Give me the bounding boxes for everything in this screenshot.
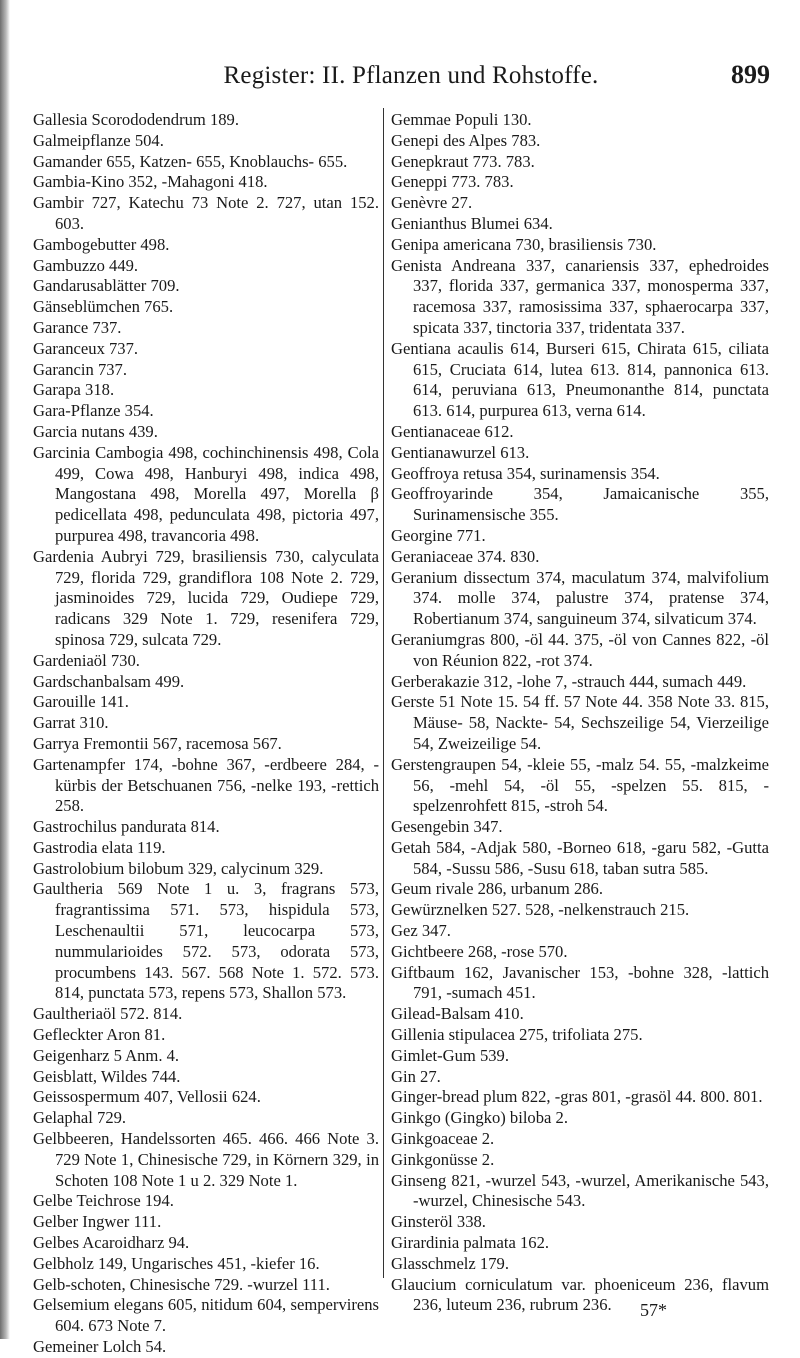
index-entry: Garcia nutans 439. [33, 421, 158, 441]
index-entry: Gardenia Aubryi 729, brasiliensis 730, calyculata 729, florida 729, grandiflora 108 Note 2. 729, jasminoides 729, lucida 729, Oudiepe 729, radicans 329 Note 1. 729, resenifera 729, spinosa 729, sulcata 729. [33, 546, 379, 649]
index-entry: Gelbes Acaroidharz 94. [33, 1233, 190, 1253]
index-entry: Gastrodia elata 119. [33, 837, 166, 857]
index-entry: Gambir 727, Katechu 73 Note 2. 727, utan 152. 603. [33, 193, 379, 233]
index-entry: Geoffroya retusa 354, surinamensis 354. [391, 463, 660, 483]
index-entry: Gelb-schoten, Chinesische 729. -wurzel 111. [33, 1274, 330, 1294]
index-entry: Gillenia stipulacea 275, trifoliata 275. [391, 1025, 643, 1045]
index-entry: Gin 27. [391, 1066, 441, 1086]
index-entry: Getah 584, -Adjak 580, -Borneo 618, -garu 582, -Gutta 584, -Sussu 586, -Susu 618, taban sutra 585. [391, 837, 769, 878]
index-entry: Gandarusablätter 709. [33, 276, 180, 296]
index-entry: Garanceux 737. [33, 338, 139, 358]
index-entry: Genista Andreana 337, canariensis 337, ephedroides 337, florida 337, germanica 337, monosperma 337, racemosa 337, ramosissima 337, sphaerocarpa 337, spicata 337, tinctoria 337, tridentata 337. [391, 255, 769, 337]
index-entry: Gerberakazie 312, -lohe 7, -strauch 444, sumach 449. [391, 671, 747, 691]
page-number: 899 [731, 60, 770, 89]
index-entry: Gemeiner Lolch 54. [33, 1337, 167, 1357]
index-entry: Gefleckter Aron 81. [33, 1025, 166, 1045]
running-head: Register: II. Pflanzen und Rohstoffe. [223, 62, 599, 89]
index-entry: Gardeniaöl 730. [33, 650, 140, 670]
index-entry: Geneppi 773. 783. [391, 172, 514, 192]
index-entry: Gastrochilus pandurata 814. [33, 817, 220, 837]
index-entry: Ginger-bread plum 822, -gras 801, -grasöl 44. 800. 801. [391, 1087, 763, 1107]
index-entry: Gastrolobium bilobum 329, calycinum 329. [33, 858, 324, 878]
index-entry: Geissospermum 407, Vellosii 624. [33, 1087, 261, 1107]
index-entry: Gänseblümchen 765. [33, 297, 174, 317]
index-entry: Glasschmelz 179. [391, 1253, 509, 1273]
index-entry: Gesengebin 347. [391, 817, 503, 837]
index-entry: Gelbe Teichrose 194. [33, 1191, 174, 1211]
index-entry: Genepkraut 773. 783. [391, 151, 535, 171]
index-entry: Garrya Fremontii 567, racemosa 567. [33, 733, 282, 753]
page-binding-shadow [0, 0, 10, 1339]
index-entry: Giftbaum 162, Javanischer 153, -bohne 328, -lattich 791, -sumach 451. [391, 962, 769, 1003]
index-entry: Girardinia palmata 162. [391, 1233, 550, 1253]
index-entry: Ginkgonüsse 2. [391, 1149, 495, 1169]
index-entry: Gerstengraupen 54, -kleie 55, -malz 54. 55, -malzkeime 56, -mehl 54, -öl 55, -spelzen 55. 815, -spelzenrohfett 815, -stroh 54. [391, 754, 769, 816]
index-entry: Gaultheriaöl 572. 814. [33, 1004, 183, 1024]
index-entry: Gelaphal 729. [33, 1108, 127, 1128]
index-entry: Georgine 771. [391, 525, 486, 545]
index-entry: Garancin 737. [33, 359, 127, 379]
index-entry: Gelbbeeren, Handelssorten 465. 466. 466 Note 3. 729 Note 1, Chinesische 729, in Körnern 329, in Schoten 108 Note 1 u 2. 329 Note 1. [33, 1129, 379, 1190]
index-entry: Galmeipflanze 504. [33, 130, 164, 150]
index-entry: Gaultheria 569 Note 1 u. 3, fragrans 573, fragrantissima 571. 573, hispidula 573, Leschenaultii 571, leucocarpa 573, nummularioides 572. 573, odorata 573, procumbens 143. 567. 568 Note 1. 572. 573. 814, punctata 573, repens 573, Shallon 573. [33, 879, 379, 1003]
index-entry: Geranium dissectum 374, maculatum 374, malvifolium 374. molle 374, palustre 374, pratense 374, Robertianum 374, sanguineum 374, silvaticum 374. [391, 567, 769, 629]
index-entry: Gelber Ingwer 111. [33, 1212, 162, 1232]
index-entry: Geoffroyarinde 354, Jamaicanische 355, Surinamensische 355. [391, 484, 769, 525]
index-entry: Gilead-Balsam 410. [391, 1004, 524, 1024]
index-entry: Genepi des Alpes 783. [391, 130, 541, 150]
index-entry: Gimlet-Gum 539. [391, 1045, 509, 1065]
index-entry: Gallesia Scorododendrum 189. [33, 110, 239, 129]
index-entry: Gentianawurzel 613. [391, 442, 530, 462]
index-entry: Gentianaceae 612. [391, 421, 514, 441]
index-entry: Genèvre 27. [391, 193, 473, 213]
index-entry: Geisblatt, Wildes 744. [33, 1066, 181, 1086]
column-divider [383, 108, 384, 1278]
index-entry: Gewürznelken 527. 528, -nelkenstrauch 215. [391, 900, 690, 920]
index-entry: Ginkgoaceae 2. [391, 1129, 495, 1149]
index-column-right [391, 110, 769, 1316]
index-entry: Garance 737. [33, 317, 122, 337]
index-entry: Geigenharz 5 Anm. 4. [33, 1045, 180, 1065]
index-entry: Genianthus Blumei 634. [391, 213, 553, 233]
index-entry: Gelbholz 149, Ungarisches 451, -kiefer 16. [33, 1253, 320, 1273]
index-entry: Gara-Pflanze 354. [33, 401, 154, 421]
index-entry: Ginkgo (Gingko) biloba 2. [391, 1108, 568, 1128]
index-entry: Garapa 318. [33, 380, 115, 400]
index-entry: Geraniumgras 800, -öl 44. 375, -öl von Cannes 822, -öl von Réunion 822, -rot 374. [391, 629, 769, 670]
index-entry: Ginsteröl 338. [391, 1212, 486, 1232]
index-entry: Geum rivale 286, urbanum 286. [391, 879, 603, 899]
index-entry: Garcinia Cambogia 498, cochinchinensis 498, Cola 499, Cowa 498, Hanburyi 498, indica 498, Mangostana 498, Morella 497, Morella β pedicellata 498, pedunculata 498, pictoria 497, purpurea 498, travancoria 498. [33, 442, 379, 545]
index-entry: Geraniaceae 374. 830. [391, 546, 540, 566]
index-entry: Gelsemium elegans 605, nitidum 604, sempervirens 604. 673 Note 7. [33, 1295, 379, 1336]
index-entry: Ginseng 821, -wurzel 543, -wurzel, Amerikanische 543, -wurzel, Chinesische 543. [391, 1170, 769, 1211]
index-entry: Glaucium corniculatum var. phoeniceum 236, flavum 236, luteum 236, rubrum 236. [391, 1274, 769, 1315]
index-entry: Gambuzzo 449. [33, 255, 139, 275]
index-entry: Genipa americana 730, brasiliensis 730. [391, 234, 657, 254]
index-entry: Gambia-Kino 352, -Mahagoni 418. [33, 172, 268, 192]
index-entry: Gamander 655, Katzen- 655, Knoblauchs- 655. [33, 151, 348, 171]
index-entry: Gentiana acaulis 614, Burseri 615, Chirata 615, ciliata 615, Cruciata 614, lutea 613. 814, pannonica 613. 614, peruviana 613, Pneumonanthe 814, punctata 613. 614, purpurea 613, verna 614. [391, 338, 769, 421]
index-entry: Gichtbeere 268, -rose 570. [391, 941, 568, 961]
index-entry: Gambogebutter 498. [33, 234, 170, 254]
signature-mark: 57* [640, 1300, 667, 1320]
index-entry: Garrat 310. [33, 713, 109, 733]
index-entry: Gemmae Populi 130. [391, 110, 532, 129]
index-entry: Gartenampfer 174, -bohne 367, -erdbeere 284, -kürbis der Betschuanen 756, -nelke 193, -rettich 258. [33, 754, 379, 816]
index-entry: Gez 347. [391, 921, 451, 941]
index-column-left [33, 110, 379, 1358]
index-entry: Garouille 141. [33, 692, 129, 712]
page-header [112, 58, 770, 98]
index-entry: Gardschanbalsam 499. [33, 671, 185, 691]
index-entry: Gerste 51 Note 15. 54 ff. 57 Note 44. 358 Note 33. 815, Mäuse- 58, Nackte- 54, Sechszeilige 54, Vierzeilige 54, Zweizeilige 54. [391, 692, 769, 753]
